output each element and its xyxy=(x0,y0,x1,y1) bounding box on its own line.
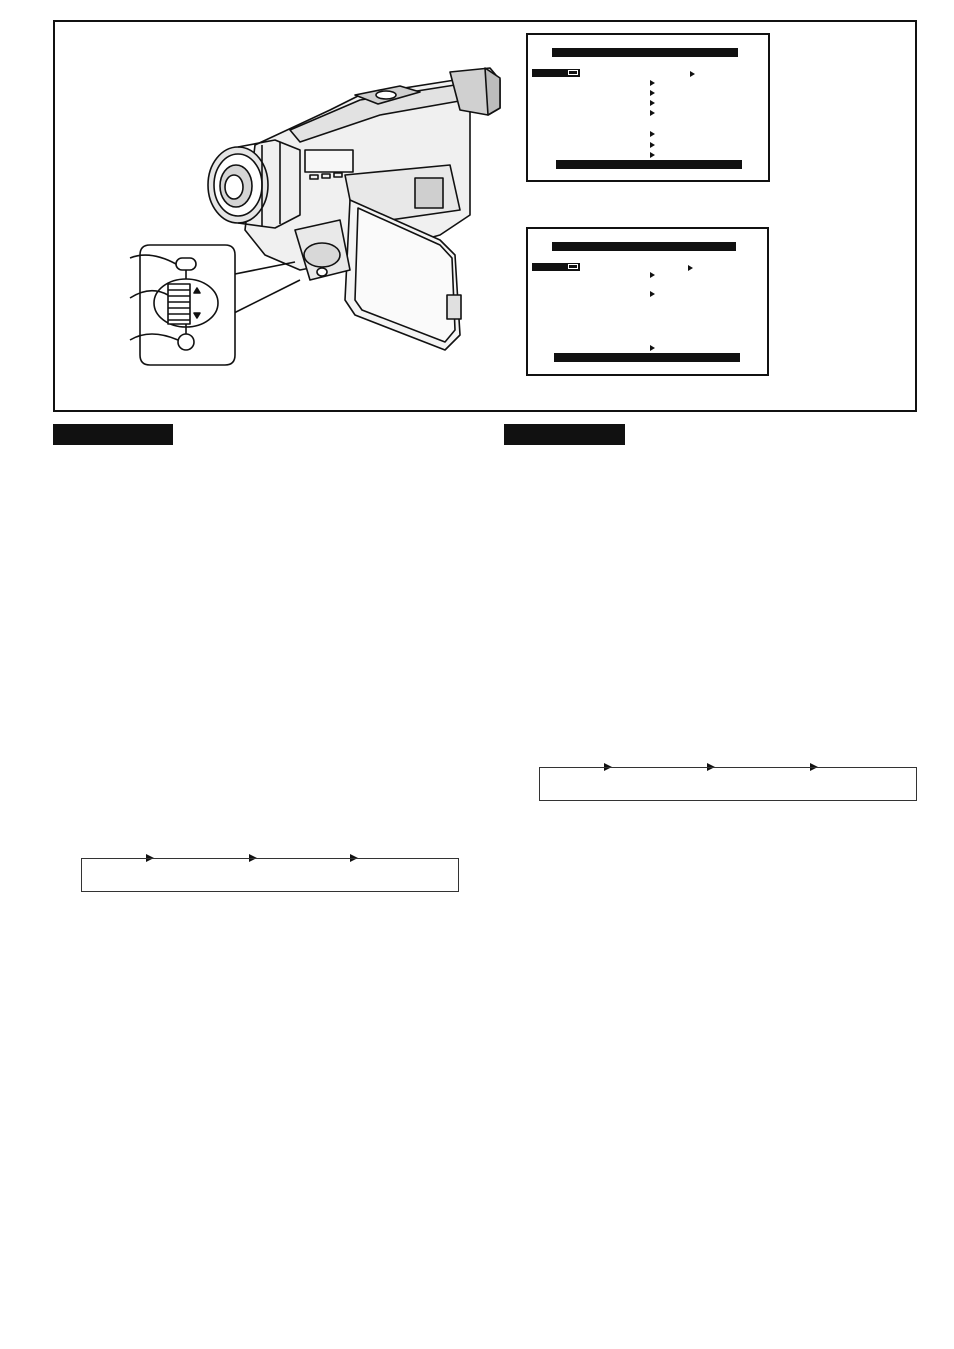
submenu-arrow-icon xyxy=(688,265,693,271)
tape-icon xyxy=(568,264,578,269)
menu-title-bar xyxy=(552,242,736,251)
menu-tab-highlight xyxy=(532,69,580,77)
menu-footer-bar xyxy=(556,160,742,169)
left-section-heading xyxy=(53,424,173,445)
submenu-arrow-icon xyxy=(650,152,655,158)
submenu-arrow-icon xyxy=(650,90,655,96)
menu-title-bar xyxy=(552,48,738,57)
submenu-arrow-icon xyxy=(650,100,655,106)
submenu-arrow-icon xyxy=(650,80,655,86)
submenu-arrow-icon xyxy=(650,272,655,278)
set-button-icon xyxy=(178,334,194,350)
submenu-arrow-icon xyxy=(650,291,655,297)
submenu-arrow-icon xyxy=(650,110,655,116)
flow-return-box xyxy=(539,767,917,801)
menu-screen-1 xyxy=(526,33,770,182)
menu-screen-2 xyxy=(526,227,769,376)
camcorder-illustration xyxy=(0,0,954,420)
menu-button-icon xyxy=(176,258,196,270)
submenu-arrow-icon xyxy=(650,345,655,351)
flow-return-box xyxy=(81,858,459,892)
camera-icon xyxy=(568,70,578,75)
menu-tab-highlight xyxy=(532,263,580,271)
submenu-arrow-icon xyxy=(650,142,655,148)
submenu-arrow-icon xyxy=(650,131,655,137)
menu-footer-bar xyxy=(554,353,740,362)
submenu-arrow-icon xyxy=(690,71,695,77)
right-section-heading xyxy=(504,424,625,445)
